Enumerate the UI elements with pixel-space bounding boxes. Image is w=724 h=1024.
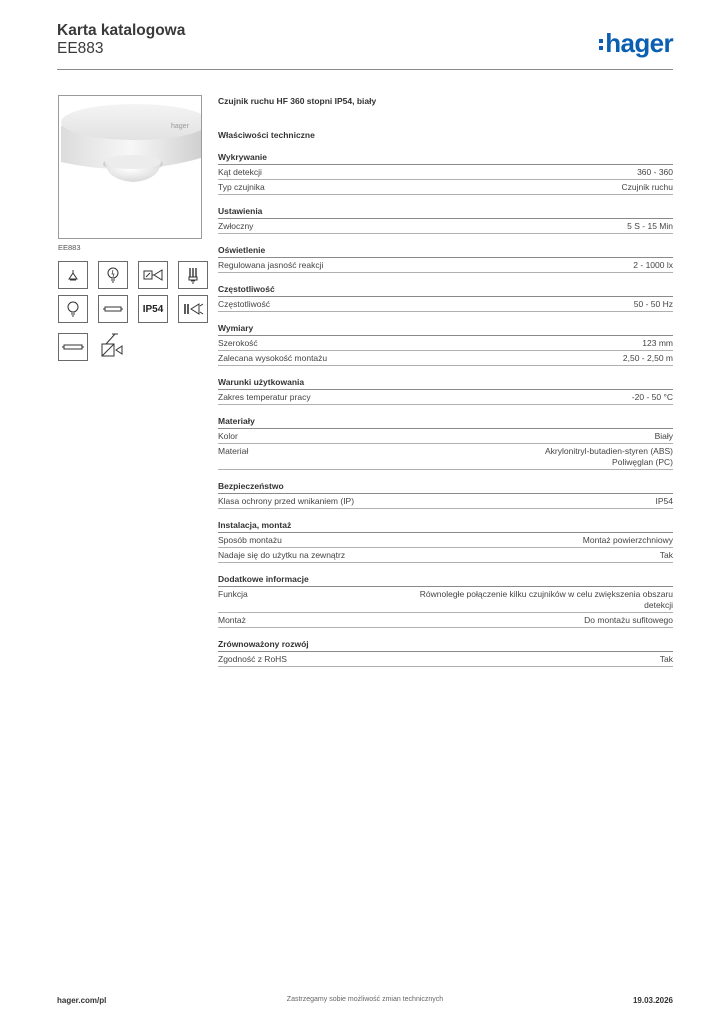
section-title: Zrównoważony rozwój	[218, 638, 673, 652]
spec-row	[218, 494, 673, 509]
document-header	[57, 22, 673, 68]
header-divider	[57, 69, 673, 70]
section-title: Częstotliwość	[218, 283, 673, 297]
spec-value	[345, 550, 673, 561]
spec-value-line: 5 S - 15 Min	[627, 221, 673, 231]
spec-value	[248, 589, 673, 611]
spec-value	[258, 338, 673, 349]
spec-section	[218, 244, 673, 273]
spec-value-line: IP54	[655, 496, 673, 506]
spec-value	[253, 221, 673, 232]
section-title: Ustawienia	[218, 205, 673, 219]
spec-label: Nadaje się do użytku na zewnątrz	[218, 550, 346, 560]
spec-value-line: 123 mm	[642, 338, 673, 348]
spec-value-line: Czujnik ruchu	[621, 182, 673, 192]
spec-section	[218, 480, 673, 509]
spec-value-line: Do montażu sufitowego	[584, 615, 673, 625]
section-title: Bezpieczeństwo	[218, 480, 673, 494]
spec-section	[218, 519, 673, 563]
specifications-panel	[218, 95, 673, 667]
fluorescent-tube-icon	[98, 295, 128, 323]
spec-value-line: 50 - 50 Hz	[633, 299, 673, 309]
spec-value	[354, 496, 673, 507]
spec-row	[218, 652, 673, 667]
spec-row	[218, 258, 673, 273]
section-title: Instalacja, montaż	[218, 519, 673, 533]
spec-value	[248, 446, 673, 468]
spec-label: Zakres temperatur pracy	[218, 392, 311, 402]
spec-row	[218, 429, 673, 444]
compact-fluorescent-icon	[178, 261, 208, 289]
logo-dots-icon	[599, 39, 603, 50]
spec-value-line: 2 - 1000 lx	[633, 260, 673, 270]
spec-row	[218, 613, 673, 628]
photo-caption: EE883	[58, 243, 81, 252]
spec-value	[282, 535, 673, 546]
section-title: Dodatkowe informacje	[218, 573, 673, 587]
spec-value-line: detekcji	[644, 600, 673, 610]
ip54-rating-icon	[138, 295, 168, 323]
section-title: Oświetlenie	[218, 244, 673, 258]
light-bulb-screw-icon	[98, 261, 128, 289]
spec-label: Materiał	[218, 446, 249, 456]
section-title: Wykrywanie	[218, 151, 673, 165]
spec-value	[246, 615, 673, 626]
spec-row	[218, 351, 673, 366]
document-footer	[57, 996, 673, 1010]
footer-website: hager.com/pl	[57, 996, 107, 1005]
ceiling-lamp-icon	[58, 261, 88, 289]
spec-row	[218, 165, 673, 180]
spec-row	[218, 336, 673, 351]
product-photo	[58, 95, 202, 239]
spec-value-line: Biały	[654, 431, 673, 441]
spec-label: Montaż	[218, 615, 246, 625]
footer-disclaimer: Zastrzegamy sobie możliwość zmian technicznych	[286, 996, 444, 1003]
product-code: EE883	[57, 40, 104, 57]
spec-value	[311, 392, 673, 403]
spec-row	[218, 548, 673, 563]
spec-value-line: Równoległe połączenie kilku czujników w celu zwiększenia obszaru	[419, 589, 673, 599]
ip54-label: IP54	[142, 303, 164, 315]
section-title: Materiały	[218, 415, 673, 429]
spec-label: Funkcja	[218, 589, 248, 599]
spec-value-line: 2,50 - 2,50 m	[622, 353, 673, 363]
spec-section	[218, 415, 673, 470]
spec-section	[218, 638, 673, 667]
spec-row	[218, 533, 673, 548]
spec-section	[218, 205, 673, 234]
spec-value-line: 360 - 360	[637, 167, 673, 177]
fluorescent-lamp-icon	[58, 333, 88, 361]
spec-value	[238, 431, 673, 442]
spec-row	[218, 444, 673, 470]
product-photo-brand-label: hager	[171, 123, 189, 130]
halogen-transformer-icon	[138, 261, 168, 289]
spec-value-line: Tak	[659, 654, 673, 664]
motion-sensor-image-icon	[59, 96, 201, 238]
section-title: Warunki użytkowania	[218, 376, 673, 390]
spec-section	[218, 376, 673, 405]
spec-section	[218, 283, 673, 312]
spec-row	[218, 297, 673, 312]
spec-value	[327, 353, 673, 364]
spec-label: Zalecana wysokość montażu	[218, 353, 328, 363]
spec-value-line: Tak	[659, 550, 673, 560]
spec-label: Zgodność z RoHS	[218, 654, 287, 664]
hager-logo	[599, 30, 673, 56]
spec-section	[218, 151, 673, 195]
document-title: Karta katalogowa	[57, 22, 186, 39]
logo-text: hager	[605, 28, 673, 58]
spec-value-line: Akrylonitryl-butadien-styren (ABS)	[544, 446, 673, 456]
incandescent-bulb-icon	[58, 295, 88, 323]
spec-section	[218, 573, 673, 628]
spec-row	[218, 587, 673, 613]
spec-value-line: Poliwęglan (PC)	[612, 457, 673, 467]
spec-label: Częstotliwość	[218, 299, 270, 309]
spec-label: Kąt detekcji	[218, 167, 262, 177]
spec-section	[218, 322, 673, 366]
led-driver-icon	[178, 295, 208, 323]
spec-label: Typ czujnika	[218, 182, 265, 192]
section-title: Wymiary	[218, 322, 673, 336]
ceiling-mount-icon	[98, 333, 128, 361]
technical-properties-heading: Właściwości techniczne	[218, 130, 315, 140]
spec-label: Szerokość	[218, 338, 258, 348]
spec-value	[265, 182, 673, 193]
spec-label: Sposób montażu	[218, 535, 282, 545]
spec-label: Klasa ochrony przed wnikaniem (IP)	[218, 496, 355, 506]
spec-value	[323, 260, 673, 271]
spec-row	[218, 390, 673, 405]
spec-value-line: -20 - 50 °C	[631, 392, 673, 402]
spec-label: Kolor	[218, 431, 238, 441]
footer-date: 19.03.2026	[632, 996, 673, 1005]
spec-sections	[218, 151, 673, 667]
spec-value-line: Montaż powierzchniowy	[582, 535, 673, 545]
spec-label: Regulowana jasność reakcji	[218, 260, 324, 270]
spec-row	[218, 219, 673, 234]
spec-label: Zwłoczny	[218, 221, 254, 231]
spec-value	[262, 167, 673, 178]
spec-row	[218, 180, 673, 195]
spec-value	[287, 654, 673, 665]
product-name: Czujnik ruchu HF 360 stopni IP54, biały	[218, 96, 377, 106]
spec-value	[270, 299, 673, 310]
